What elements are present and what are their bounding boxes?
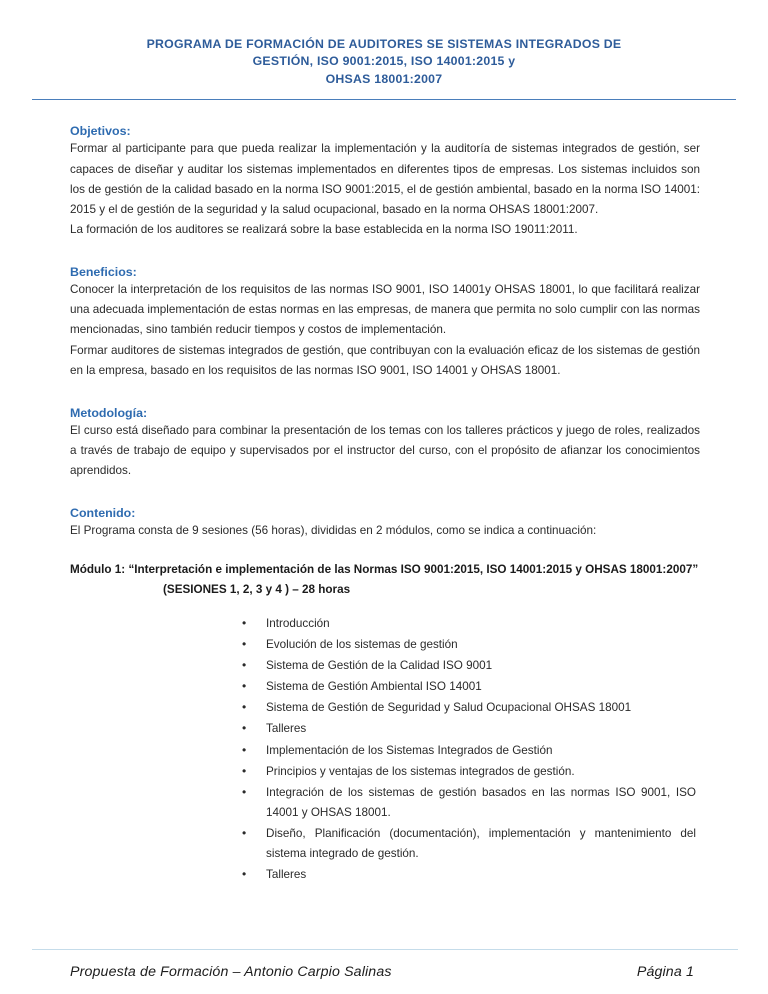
document-title-line-3: OHSAS 18001:2007 — [325, 71, 443, 86]
page-footer — [0, 949, 768, 994]
document-title — [70, 36, 698, 88]
page-header — [0, 0, 768, 100]
contenido-intro: El Programa consta de 9 sesiones (56 horas), divididas en 2 módulos, como se indica a continuación: — [70, 524, 597, 538]
list-item: • Sistema de Gestión de Seguridad y Salud Ocupacional OHSAS 18001 — [242, 698, 700, 718]
section-heading-beneficios: Beneficios: — [70, 265, 137, 280]
document-title-line-1: PROGRAMA DE FORMACIÓN DE AUDITORES SE SISTEMAS INTEGRADOS DE — [146, 37, 622, 51]
footer-page-number: Página 1 — [636, 964, 694, 980]
footer-row — [70, 950, 700, 980]
objetivos-paragraph-2: La formación de los auditores se realizará sobre la base establecida en la norma ISO 19011:2011. — [70, 222, 578, 236]
objetivos-paragraph-1: Formar al participante para que pueda realizar la implementación y la auditoría de sistemas integrados de gestión, ser capaces de diseñar y auditar los sistemas implementados en diferentes tipos de empresas. Los sistemas incluidos son los de gestión de la calidad basado en la norma ISO 9001:2015, el de gestión ambiental, basado en la norma ISO 14001: 2015 y el de gestión de la seguridad y la salud ocupacional, basado en la norma OHSAS 18001:2007. — [70, 142, 700, 216]
module-title-text: “Interpretación e implementación de las Normas ISO 9001:2015, ISO 14001:2015 y OHSAS 18001:2007” — [128, 562, 699, 576]
list-item: • Talleres — [242, 719, 700, 739]
list-item: • Implementación de los Sistemas Integrados de Gestión — [242, 741, 700, 761]
document-body — [0, 100, 768, 885]
list-item: • Talleres — [242, 865, 700, 885]
beneficios-paragraph-1: Conocer la interpretación de los requisitos de las normas ISO 9001, ISO 14001y OHSAS 18001, lo que facilitará realizar una adecuada implementación de estas normas en las empresas, de manera que permita no solo cumplir con las normas mencionadas, sino también reducir tiempos y costos de implementación. — [70, 283, 700, 337]
section-heading-objetivos: Objetivos: — [70, 124, 131, 139]
list-item: • Principios y ventajas de los sistemas integrados de gestión. — [242, 762, 700, 782]
list-item: • Introducción — [242, 614, 700, 634]
list-item: • Sistema de Gestión Ambiental ISO 14001 — [242, 677, 700, 697]
footer-document-label: Propuesta de Formación – Antonio Carpio Salinas — [70, 964, 392, 980]
list-item: • Evolución de los sistemas de gestión — [242, 635, 700, 655]
beneficios-paragraph-2: Formar auditores de sistemas integrados de gestión, que contribuyan con la evaluación eficaz de los sistemas de gestión en la empresa, basado en los requisitos de las normas ISO 9001, ISO 14001 y OHSAS 18001. — [70, 343, 700, 377]
module-sessions: (SESIONES 1, 2, 3 y 4 ) – 28 horas — [163, 582, 351, 596]
list-item: • Integración de los sistemas de gestión basados en las normas ISO 9001, ISO 14001 y OHSAS 18001. — [242, 783, 700, 823]
metodologia-paragraph-1: El curso está diseñado para combinar la presentación de los temas con los talleres prácticos y juego de roles, realizados a través de trabajo de equipo y supervisados por el instructor del curso, con el propósito de afianzar los conocimientos aprendidos. — [70, 423, 700, 478]
list-item: • Sistema de Gestión de la Calidad ISO 9001 — [242, 656, 700, 676]
section-heading-contenido: Contenido: — [70, 506, 136, 521]
module-topics-list — [70, 614, 700, 886]
module-block — [70, 560, 700, 600]
section-heading-metodologia: Metodología: — [70, 405, 148, 420]
document-title-line-2: GESTIÓN, ISO 9001:2015, ISO 14001:2015 y — [252, 54, 516, 69]
module-label: Módulo 1: — [70, 562, 126, 576]
list-item: • Diseño, Planificación (documentación), implementación y mantenimiento del sistema integrado de gestión. — [242, 824, 700, 864]
module-title — [70, 560, 700, 580]
